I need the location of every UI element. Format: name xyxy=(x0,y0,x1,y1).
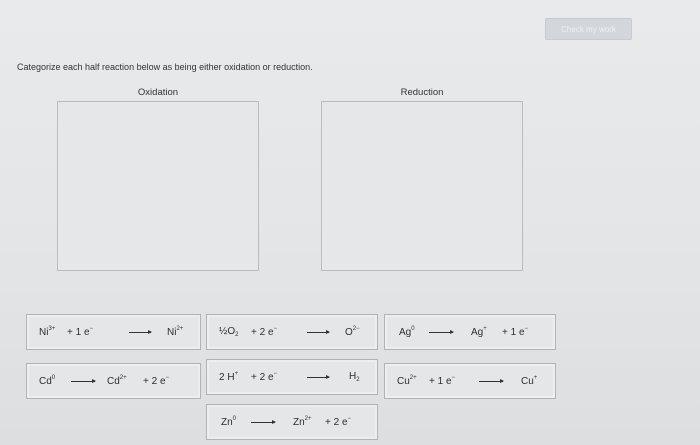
electrons: + 1 e− xyxy=(67,326,94,338)
check-my-work-button[interactable]: Check my work xyxy=(545,18,632,40)
electrons: + 2 e− xyxy=(143,375,170,387)
electrons: + 1 e− xyxy=(502,326,529,338)
reaction-card-cu[interactable] xyxy=(384,363,556,399)
instructions-text: Categorize each half reaction below as being either oxidation or reduction. xyxy=(17,62,313,72)
reaction-card-o2[interactable] xyxy=(206,314,378,350)
reaction-arrow-icon xyxy=(429,332,453,333)
reactant: Cd$^0$ xyxy=(39,375,56,387)
electrons: + 1 e− xyxy=(429,375,456,387)
electrons: + 2 e− xyxy=(251,326,278,338)
reaction-arrow-icon xyxy=(251,422,275,423)
reaction-card-ni[interactable] xyxy=(26,314,201,350)
reaction-card-ag[interactable] xyxy=(384,314,556,350)
product: $Ni^{2+}$ xyxy=(167,326,184,338)
electrons: + 2 e− xyxy=(251,371,278,383)
reaction-arrow-icon xyxy=(71,381,95,382)
product: $Zn^{2+}$ xyxy=(293,416,312,428)
oxidation-drop-zone[interactable] xyxy=(57,101,259,271)
product: $Cd^{2+}$ xyxy=(107,375,127,387)
reaction-card-zn[interactable] xyxy=(206,404,378,440)
reaction-arrow-icon xyxy=(479,381,503,382)
product: Cu+ xyxy=(521,375,538,387)
product: $H_2$ xyxy=(349,371,360,383)
reactant: Zn$^0$ xyxy=(221,416,237,428)
reactant: Ag$^0$ xyxy=(399,326,415,338)
reaction-arrow-icon xyxy=(307,332,329,333)
reactant: $\frac{1}{2}O_2$ xyxy=(219,326,239,338)
oxidation-label: Oxidation xyxy=(137,87,179,98)
reduction-drop-zone[interactable] xyxy=(321,101,523,271)
reaction-card-cd[interactable] xyxy=(26,363,201,399)
reactant: $Ni^{3+}$ xyxy=(39,326,56,338)
reduction-label: Reduction xyxy=(400,87,444,98)
product: Ag+ xyxy=(471,326,487,338)
reaction-arrow-icon xyxy=(129,332,151,333)
product: $O^{2-}$ xyxy=(345,326,360,338)
reaction-arrow-icon xyxy=(307,377,329,378)
reactant: 2 H+ xyxy=(219,371,239,383)
electrons: + 2 e− xyxy=(325,416,352,428)
reaction-card-h[interactable] xyxy=(206,359,378,395)
reactant: $Cu^{2+}$ xyxy=(397,375,417,387)
